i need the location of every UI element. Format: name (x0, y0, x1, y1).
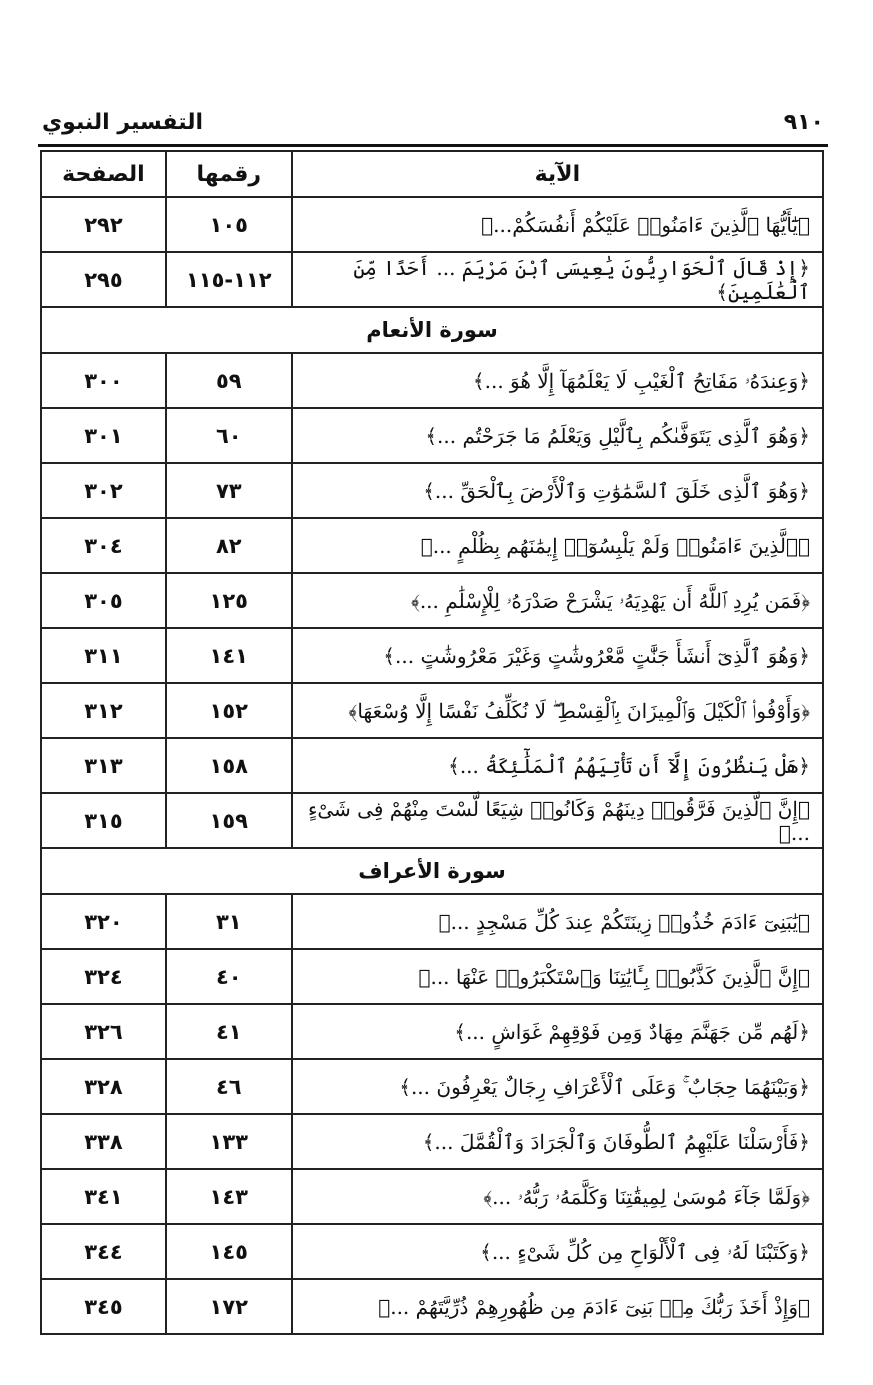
table-row (41, 793, 823, 848)
table-row (41, 1059, 823, 1114)
page-number-cell: ٣٠٠ (41, 353, 166, 408)
verse-text: ﴿وَهُوَ ٱلَّذِىٓ أَنشَأَ جَنَّٰتٍ مَّعْرُوشَٰتٍ وَغَيْرَ مَعْرُوشَٰتٍ ...﴾ (292, 628, 823, 683)
verse-number: ١١٢-١١٥ (166, 252, 292, 307)
surah-heading-row (41, 848, 823, 894)
verse-text: ﴿وَإِذْ أَخَذَ رَبُّكَ مِنۢ بَنِىٓ ءَادَمَ مِن ظُهُورِهِمْ ذُرِّيَّتَهُمْ ...﴾ (292, 1279, 823, 1334)
verse-number: ٨٢ (166, 518, 292, 573)
verse-text: ﴿وَهُوَ ٱلَّذِى يَتَوَفَّىٰكُم بِٱلَّيْلِ وَيَعْلَمُ مَا جَرَحْتُم ...﴾ (292, 408, 823, 463)
surah-heading-row (41, 307, 823, 353)
verse-number: ١٤٣ (166, 1169, 292, 1224)
page-number-cell: ٣٢٦ (41, 1004, 166, 1059)
verse-number: ١٥٩ (166, 793, 292, 848)
table-row (41, 1279, 823, 1334)
verse-number: ٤٦ (166, 1059, 292, 1114)
number-column-header: رقمها (166, 151, 292, 197)
verse-number: ٧٣ (166, 463, 292, 518)
verse-number: ١٥٢ (166, 683, 292, 738)
page-number-cell: ٣١١ (41, 628, 166, 683)
page-number-cell: ٣٤١ (41, 1169, 166, 1224)
page-number-cell: ٢٩٢ (41, 197, 166, 252)
verse-text: ﴿وَهُوَ ٱلَّذِى خَلَقَ ٱلسَّمَٰوَٰتِ وَٱلْأَرْضَ بِٱلْحَقِّ ...﴾ (292, 463, 823, 518)
page-number-cell: ٣٢٤ (41, 949, 166, 1004)
verse-number: ٤١ (166, 1004, 292, 1059)
page-number-cell: ٣٣٨ (41, 1114, 166, 1169)
verse-number: ١٠٥ (166, 197, 292, 252)
verse-text: ﴿فَأَرْسَلْنَا عَلَيْهِمُ ٱلطُّوفَانَ وَٱلْجَرَادَ وَٱلْقُمَّلَ ...﴾ (292, 1114, 823, 1169)
verse-text: ﴿وَأَوْفُوا۟ ٱلْكَيْلَ وَٱلْمِيزَانَ بِٱلْقِسْطِ ۖ لَا نُكَلِّفُ نَفْسًا إِلَّا وُسْعَهَا﴾ (292, 683, 823, 738)
verse-text: ﴿وَعِندَهُۥ مَفَاتِحُ ٱلْغَيْبِ لَا يَعْلَمُهَآ إِلَّا هُوَ ...﴾ (292, 353, 823, 408)
verse-index-table (40, 150, 824, 1335)
verse-number: ٤٠ (166, 949, 292, 1004)
table-row (41, 949, 823, 1004)
verse-number: ١٤٥ (166, 1224, 292, 1279)
verse-text: ﴿وَكَتَبْنَا لَهُۥ فِى ٱلْأَلْوَاحِ مِن كُلِّ شَىْءٍ ...﴾ (292, 1224, 823, 1279)
table-row (41, 573, 823, 628)
verse-column-header: الآية (292, 151, 823, 197)
page-number-cell: ٣٤٤ (41, 1224, 166, 1279)
page-number-cell: ٣٠٥ (41, 573, 166, 628)
page-number-cell: ٣٠١ (41, 408, 166, 463)
verse-text: ﴿هَلْ يَنظُرُونَ إِلَّآ أَن تَأْتِيَهُمُ ٱلْمَلَٰٓئِكَةُ ...﴾ (292, 738, 823, 793)
verse-number: ١٧٢ (166, 1279, 292, 1334)
table-row (41, 1224, 823, 1279)
table-row (41, 1169, 823, 1224)
verse-text: ﴿وَلَمَّا جَآءَ مُوسَىٰ لِمِيقَٰتِنَا وَكَلَّمَهُۥ رَبُّهُۥ ...﴾ (292, 1169, 823, 1224)
page-number-cell: ٣١٣ (41, 738, 166, 793)
page-number-cell: ٢٩٥ (41, 252, 166, 307)
verse-number: ١٤١ (166, 628, 292, 683)
book-title: التفسير النبوي (42, 110, 204, 135)
page-number: ٩١٠ (783, 110, 824, 135)
surah-title: سورة الأنعام (41, 307, 823, 353)
table-row (41, 518, 823, 573)
table-row (41, 197, 823, 252)
verse-text: ﴿إِذْ قَالَ ٱلْحَوَارِيُّونَ يَٰعِيسَى ٱبْنَ مَرْيَمَ ... أَحَدًا مِّنَ ٱلْعَٰلَمِينَ﴾ (292, 252, 823, 307)
page-number-cell: ٣١٥ (41, 793, 166, 848)
page-number-cell: ٣٠٤ (41, 518, 166, 573)
table-row (41, 1004, 823, 1059)
verse-text: ﴿إِنَّ ٱلَّذِينَ كَذَّبُوا۟ بِـَٔايَٰتِنَا وَٱسْتَكْبَرُوا۟ عَنْهَا ...﴾ (292, 949, 823, 1004)
verse-number: ١٥٨ (166, 738, 292, 793)
page-number-cell: ٣٢٨ (41, 1059, 166, 1114)
table-row (41, 353, 823, 408)
table-header-row (41, 151, 823, 197)
table-row (41, 1114, 823, 1169)
page-number-cell: ٣١٢ (41, 683, 166, 738)
table-row (41, 628, 823, 683)
verse-number: ١٣٣ (166, 1114, 292, 1169)
table-row (41, 252, 823, 307)
verse-text: ﴿يَٰٓأَيُّهَا ٱلَّذِينَ ءَامَنُوا۟ عَلَيْكُمْ أَنفُسَكُمْ...﴾ (292, 197, 823, 252)
surah-title: سورة الأعراف (41, 848, 823, 894)
verse-number: ٦٠ (166, 408, 292, 463)
verse-text: ﴿فَمَن يُرِدِ ٱللَّهُ أَن يَهْدِيَهُۥ يَشْرَحْ صَدْرَهُۥ لِلْإِسْلَٰمِ ...﴾ (292, 573, 823, 628)
verse-number: ٣١ (166, 894, 292, 949)
table-row (41, 683, 823, 738)
verse-text: ﴿لَهُم مِّن جَهَنَّمَ مِهَادٌ وَمِن فَوْقِهِمْ غَوَاشٍ ...﴾ (292, 1004, 823, 1059)
page-number-cell: ٣٤٥ (41, 1279, 166, 1334)
verse-text: ﴿ٱلَّذِينَ ءَامَنُوا۟ وَلَمْ يَلْبِسُوٓا۟ إِيمَٰنَهُم بِظُلْمٍ ...﴾ (292, 518, 823, 573)
verse-text: ﴿إِنَّ ٱلَّذِينَ فَرَّقُوا۟ دِينَهُمْ وَكَانُوا۟ شِيَعًا لَّسْتَ مِنْهُمْ فِى شَىْءٍ ...﴾ (292, 793, 823, 848)
table-row (41, 894, 823, 949)
verse-number: ١٢٥ (166, 573, 292, 628)
page-number-cell: ٣٢٠ (41, 894, 166, 949)
verse-text: ﴿وَبَيْنَهُمَا حِجَابٌ ۚ وَعَلَى ٱلْأَعْرَافِ رِجَالٌ يَعْرِفُونَ ...﴾ (292, 1059, 823, 1114)
verse-number: ٥٩ (166, 353, 292, 408)
page-column-header: الصفحة (41, 151, 166, 197)
table-row (41, 738, 823, 793)
page-header (38, 108, 828, 147)
table-row (41, 408, 823, 463)
table-body (41, 197, 823, 1334)
page-number-cell: ٣٠٢ (41, 463, 166, 518)
verse-text: ﴿يَٰبَنِىٓ ءَادَمَ خُذُوا۟ زِينَتَكُمْ عِندَ كُلِّ مَسْجِدٍ ...﴾ (292, 894, 823, 949)
table-row (41, 463, 823, 518)
